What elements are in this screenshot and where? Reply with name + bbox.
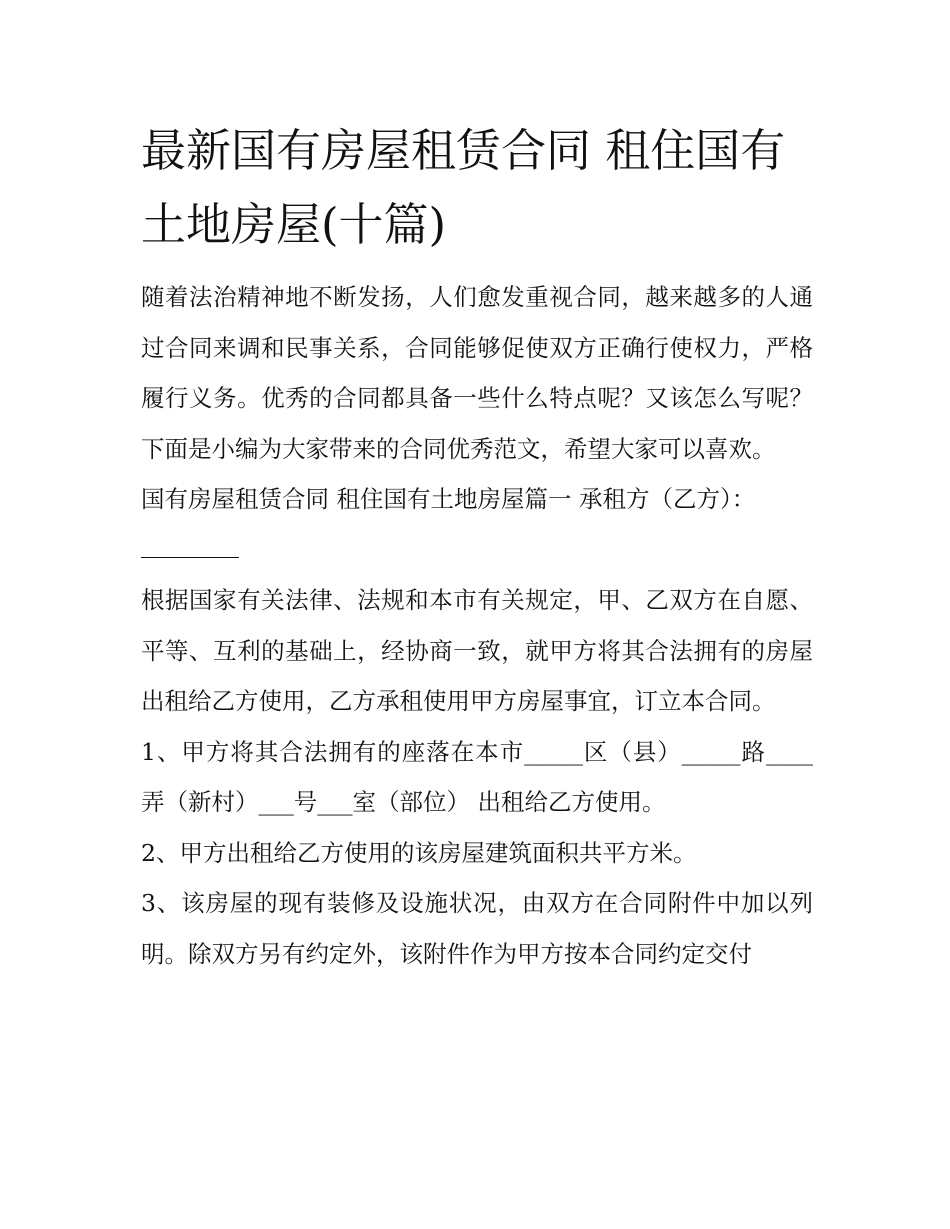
section-heading-paragraph: 国有房屋租赁合同 租住国有土地房屋篇一 承租方（乙方）： (141, 485, 756, 513)
clause-1-paragraph: 1、甲方将其合法拥有的座落在本市_____区（县）_____路____弄（新村）___号___室（部位） 出租给乙方使用。 (141, 737, 813, 816)
document-title: 最新国有房屋租赁合同 租住国有土地房屋(十篇) (141, 124, 786, 251)
document-page (141, 114, 813, 979)
clause-2-paragraph: 2、甲方出租给乙方使用的该房屋建筑面积共平方米。 (141, 838, 697, 867)
fill-in-blank-row (141, 525, 813, 576)
document-body (141, 272, 813, 979)
clause-3-paragraph: 3、该房屋的现有装修及设施状况，由双方在合同附件中加以列明。除双方另有约定外，该附件作为甲方按本合同约定交付 (141, 889, 813, 968)
fill-in-blank-line (141, 535, 239, 558)
intro-paragraph: 随着法治精神地不断发扬，人们愈发重视合同，越来越多的人通过合同来调和民事关系，合同能够促使双方正确行使权力，严格履行义务。优秀的合同都具备一些什么特点呢？又该怎么写呢？下面是小编为大家带来的合同优秀范文，希望大家可以喜欢。 (141, 283, 813, 463)
preamble-paragraph: 根据国家有关法律、法规和本市有关规定，甲、乙双方在自愿、平等、互利的基础上，经协商一致，就甲方将其合法拥有的房屋出租给乙方使用，乙方承租使用甲方房屋事宜，订立本合同。 (141, 586, 813, 715)
